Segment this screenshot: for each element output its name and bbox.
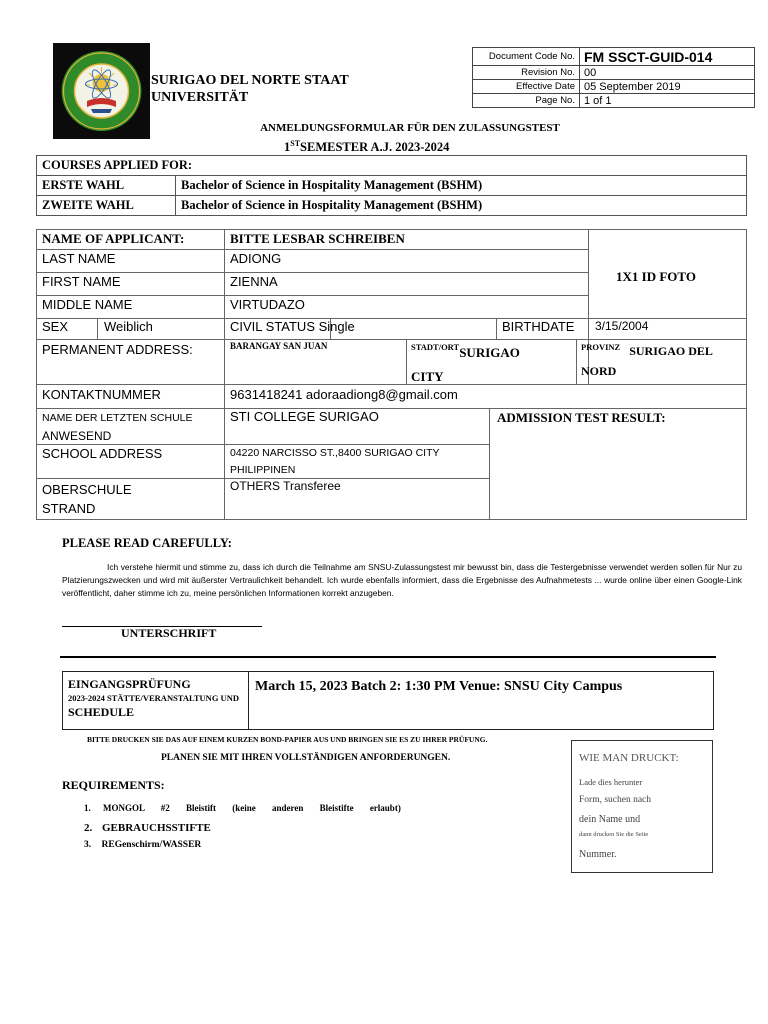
university-name-line2: UNIVERSITÄT bbox=[151, 90, 249, 105]
province-value-line2[interactable]: NORD bbox=[581, 364, 617, 378]
revision-label: Revision No. bbox=[473, 66, 580, 80]
barangay-value[interactable]: BARANGAY SAN JUAN bbox=[230, 341, 328, 351]
requirement-3-number: 3. bbox=[84, 840, 92, 850]
second-choice-value[interactable]: Bachelor of Science in Hospitality Management (BSHM) bbox=[176, 196, 747, 216]
sex-value[interactable]: Weiblich bbox=[104, 319, 153, 334]
page-no-value: 1 of 1 bbox=[580, 94, 755, 108]
requirement-item-1 bbox=[84, 803, 401, 813]
how-to-line-5: Nummer. bbox=[579, 849, 617, 860]
requirement-1-number: 1. bbox=[84, 803, 91, 813]
exam-label-line1: EINGANGSPRÜFUNG bbox=[68, 677, 191, 691]
courses-header: COURSES APPLIED FOR: bbox=[37, 156, 747, 176]
city-label: STADT/ORT bbox=[411, 342, 460, 352]
province-field bbox=[581, 341, 713, 381]
section-divider bbox=[60, 656, 716, 658]
exam-label-line3: SCHEDULE bbox=[68, 705, 135, 719]
requirement-2-text: GEBRAUCHSSTIFTE bbox=[102, 822, 211, 834]
how-to-line-4: dann drucken Sie die Seite bbox=[579, 831, 649, 838]
admission-test-result-label: ADMISSION TEST RESULT: bbox=[497, 410, 666, 425]
last-school-label-line2: ANWESEND bbox=[42, 429, 112, 443]
strand-value[interactable]: OTHERS Transferee bbox=[230, 479, 341, 493]
doc-code-value: FM SSCT-GUID-014 bbox=[580, 48, 755, 66]
exam-schedule-divider bbox=[248, 671, 249, 729]
university-name-line1: SURIGAO DEL NORTE STAAT bbox=[151, 73, 349, 88]
civil-status-label: CIVIL STATUS bbox=[230, 319, 315, 334]
contact-number-label: KONTAKTNUMMER bbox=[42, 387, 161, 402]
semester-number: 1 bbox=[284, 140, 291, 155]
last-school-label bbox=[42, 409, 193, 445]
last-name-value[interactable]: ADIONG bbox=[230, 251, 282, 266]
print-instruction: BITTE DRUCKEN SIE DAS AUF EINEM KURZEN BOND-PAPIER AUS UND BRINGEN SIE ES ZU IHRER PRÜFUNG. bbox=[87, 735, 488, 744]
document-control-table bbox=[472, 47, 755, 108]
how-to-print-title: WIE MAN DRUCKT: bbox=[579, 752, 679, 764]
sex-label: SEX bbox=[42, 319, 69, 334]
province-label: PROVINZ bbox=[581, 342, 621, 352]
requirement-1-text: MONGOL #2 Bleistift (keine anderen Bleistifte erlaubt) bbox=[103, 803, 401, 813]
university-name bbox=[151, 72, 349, 106]
school-address-value[interactable] bbox=[230, 445, 440, 479]
last-school-value[interactable]: STI COLLEGE SURIGAO bbox=[230, 409, 379, 424]
first-choice-label: ERSTE WAHL bbox=[37, 176, 176, 196]
doc-row-page bbox=[473, 94, 755, 108]
strand-label bbox=[42, 480, 132, 518]
id-photo-placeholder: 1X1 ID FOTO bbox=[616, 269, 696, 284]
doc-row-code bbox=[473, 48, 755, 66]
how-to-line-2: Form, suchen nach bbox=[579, 795, 652, 805]
school-address-line2[interactable]: PHILIPPINEN bbox=[230, 464, 296, 476]
exam-schedule-label bbox=[68, 677, 239, 719]
school-address-line1[interactable]: 04220 NARCISSO ST.,8400 SURIGAO CITY bbox=[230, 447, 440, 459]
revision-value: 00 bbox=[580, 66, 755, 80]
please-read-heading: PLEASE READ CAREFULLY: bbox=[62, 536, 232, 550]
permanent-address-label: PERMANENT ADDRESS: bbox=[42, 342, 193, 357]
semester-text: SEMESTER A.J. 2023-2024 bbox=[300, 140, 450, 155]
signature-label: UNTERSCHRIFT bbox=[121, 626, 217, 640]
second-choice-label: ZWEITE WAHL bbox=[37, 196, 176, 216]
first-name-label: FIRST NAME bbox=[42, 274, 121, 289]
last-name-label: LAST NAME bbox=[42, 251, 116, 266]
strand-label-line1: OBERSCHULE bbox=[42, 482, 132, 497]
semester-suffix: ST bbox=[290, 139, 301, 148]
first-name-value[interactable]: ZIENNA bbox=[230, 274, 278, 289]
requirement-2-number: 2. bbox=[84, 822, 93, 834]
contact-number-value[interactable]: 9631418241 adoraadiong8@gmail.com bbox=[230, 387, 458, 402]
requirement-item-3 bbox=[84, 840, 201, 850]
courses-table bbox=[36, 155, 747, 216]
exam-label-line2: 2023-2024 STÄTTE/VERANSTALTUNG UND bbox=[68, 693, 239, 703]
how-to-line-1: Lade dies herunter bbox=[579, 777, 643, 787]
semester-title bbox=[284, 139, 449, 155]
middle-name-label: MIDDLE NAME bbox=[42, 297, 133, 312]
form-title: ANMELDUNGSFORMULAR FÜR DEN ZULASSUNGSTEST bbox=[260, 122, 560, 134]
requirement-3-text: REGenschirm/WASSER bbox=[101, 840, 202, 850]
doc-row-effective-date bbox=[473, 80, 755, 94]
exam-schedule-value: March 15, 2023 Batch 2: 1:30 PM Venue: SNSU City Campus bbox=[255, 679, 623, 694]
plan-instruction: PLANEN SIE MIT IHREN VOLLSTÄNDIGEN ANFORDERUNGEN. bbox=[161, 753, 451, 763]
province-value-line1[interactable]: SURIGAO DEL bbox=[629, 344, 713, 358]
school-address-label: SCHOOL ADDRESS bbox=[42, 446, 163, 461]
name-of-applicant-label: NAME OF APPLICANT: bbox=[42, 231, 185, 246]
effective-date-label: Effective Date bbox=[473, 80, 580, 94]
middle-name-value[interactable]: VIRTUDAZO bbox=[230, 297, 305, 312]
print-legibly-note: BITTE LESBAR SCHREIBEN bbox=[230, 231, 405, 246]
civil-status-field bbox=[230, 319, 355, 334]
page-no-label: Page No. bbox=[473, 94, 580, 108]
how-to-line-3: dein Name und bbox=[579, 814, 641, 825]
effective-date-value: 05 September 2019 bbox=[580, 80, 755, 94]
doc-row-revision bbox=[473, 66, 755, 80]
doc-code-label: Document Code No. bbox=[473, 48, 580, 66]
last-school-label-line1: NAME DER LETZTEN SCHULE bbox=[42, 412, 193, 424]
city-value-line1[interactable]: SURIGAO bbox=[459, 345, 520, 360]
city-field bbox=[411, 341, 520, 389]
city-value-line2[interactable]: CITY bbox=[411, 369, 444, 384]
consent-text: Ich verstehe hiermit und stimme zu, dass ich durch die Teilnahme am SNSU-Zulassungstest mir bewusst bin, dass die Testergebnisse verwendet werden sollen für Nur zu Platzierungszwecken und wird mit äußerster Vertraulichkeit behandelt. Ich wurde ebenfalls informiert, dass die Ergebnisse des Aufnahmetests ... wurde online über einen Google-Link veröffentlicht, daher stimme ich zu, meine persönlichen Informationen korrekt anzugeben. bbox=[62, 562, 742, 598]
birthdate-value[interactable]: 3/15/2004 bbox=[595, 319, 649, 333]
civil-status-value[interactable]: Single bbox=[318, 319, 355, 334]
requirement-item-2 bbox=[84, 822, 211, 834]
requirements-heading: REQUIREMENTS: bbox=[62, 778, 165, 792]
first-choice-value[interactable]: Bachelor of Science in Hospitality Management (BSHM) bbox=[176, 176, 747, 196]
birthdate-label: BIRTHDATE bbox=[502, 319, 575, 334]
strand-label-line2: STRAND bbox=[42, 501, 96, 516]
